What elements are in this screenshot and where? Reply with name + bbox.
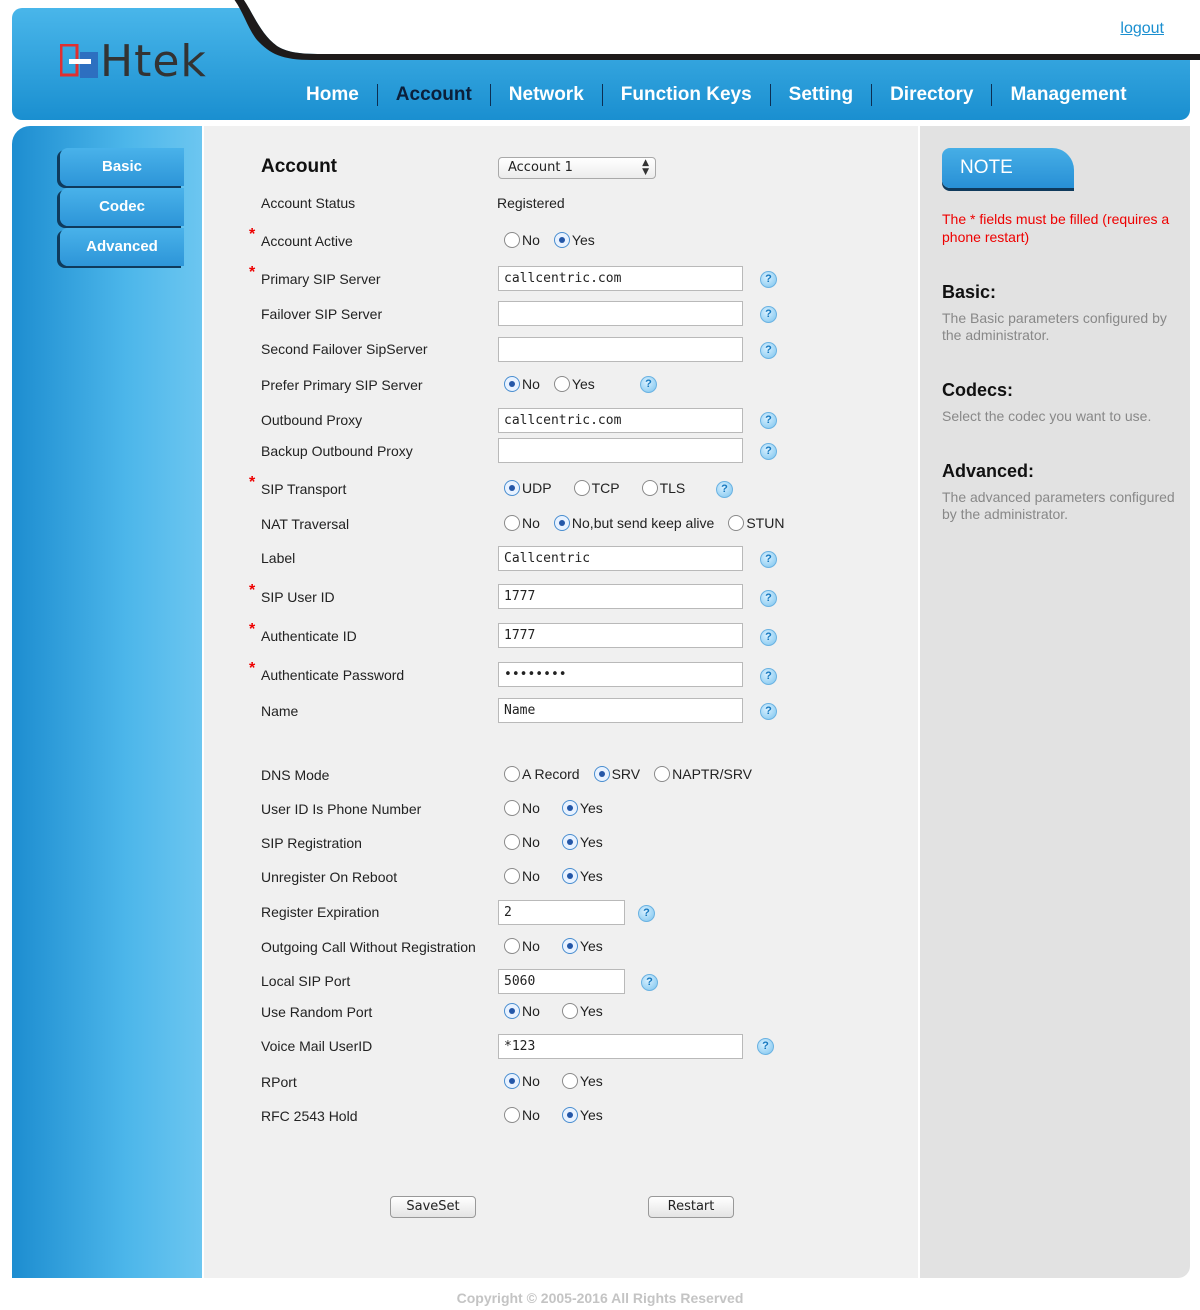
account-status-label: Account Status xyxy=(261,195,356,211)
rfc2543-hold-radios xyxy=(504,1107,617,1123)
help-icon[interactable]: ? xyxy=(760,703,777,720)
help-icon[interactable]: ? xyxy=(760,271,777,288)
use-random-port-radios xyxy=(504,1003,617,1019)
logo-text: Htek xyxy=(100,36,207,87)
sip-registration-radios xyxy=(504,834,617,850)
prefer-primary-label: Prefer Primary SIP Server xyxy=(261,377,423,393)
radio-label: No xyxy=(522,868,540,884)
voice-mail-userid-label: Voice Mail UserID xyxy=(261,1038,373,1054)
dns-mode-radios xyxy=(504,766,766,782)
nav-home[interactable]: Home xyxy=(306,84,359,105)
name-label: Name xyxy=(261,703,299,719)
use-random-port-label: Use Random Port xyxy=(261,1004,373,1020)
radio-label: Yes xyxy=(571,376,595,392)
unregister-reboot-no[interactable] xyxy=(504,868,540,884)
authenticate-id-input[interactable]: 1777 xyxy=(498,623,743,648)
random-port-yes[interactable] xyxy=(562,1003,603,1019)
label-input[interactable]: Callcentric xyxy=(498,546,743,571)
select-arrows-icon: ▲ ▼ xyxy=(642,158,649,177)
required-marker: * xyxy=(249,621,256,638)
radio-dot-selected xyxy=(504,1073,520,1089)
nav-setting[interactable]: Setting xyxy=(788,84,854,105)
radio-label: No xyxy=(522,800,540,816)
help-icon[interactable]: ? xyxy=(760,443,777,460)
local-sip-port-label: Local SIP Port xyxy=(261,973,351,989)
help-icon[interactable]: ? xyxy=(716,481,733,498)
user-id-phone-no[interactable] xyxy=(504,800,540,816)
local-sip-port-input[interactable]: 5060 xyxy=(498,969,625,994)
radio-dot-selected xyxy=(562,868,578,884)
label-label: Label xyxy=(261,550,296,566)
radio-dot xyxy=(504,515,520,531)
radio-label: UDP xyxy=(522,480,552,496)
radio-dot xyxy=(654,766,670,782)
radio-label: Yes xyxy=(571,232,595,248)
note-panel xyxy=(920,126,1190,1278)
unregister-reboot-yes[interactable] xyxy=(562,868,603,884)
radio-dot-selected xyxy=(504,1003,520,1019)
name-input[interactable]: Name xyxy=(498,698,743,723)
prefer-primary-radios xyxy=(504,376,609,392)
note-codecs-heading: Codecs: xyxy=(942,380,1014,400)
user-id-phone-radios xyxy=(504,800,617,816)
note-codecs-text: Select the codec you want to use. xyxy=(942,408,1152,424)
sip-registration-no[interactable] xyxy=(504,834,540,850)
backup-proxy-label: Backup Outbound Proxy xyxy=(261,443,413,459)
note-title: NOTE xyxy=(942,148,1074,188)
primary-sip-server-label: Primary SIP Server xyxy=(261,271,381,287)
radio-label: NAPTR/SRV xyxy=(672,766,753,782)
transport-tcp[interactable] xyxy=(574,480,620,496)
radio-dot xyxy=(504,1107,520,1123)
second-failover-input[interactable] xyxy=(498,337,743,362)
account-form xyxy=(204,126,918,1278)
unregister-reboot-radios xyxy=(504,868,617,884)
nav-directory[interactable]: Directory xyxy=(890,84,974,105)
radio-label: No xyxy=(522,1073,540,1089)
radio-dot-selected xyxy=(594,766,610,782)
required-marker: * xyxy=(249,226,256,243)
register-expiration-label: Register Expiration xyxy=(261,904,380,920)
radio-label: STUN xyxy=(746,515,785,531)
radio-label: SRV xyxy=(611,766,641,782)
required-marker: * xyxy=(249,660,256,677)
radio-dot xyxy=(562,1003,578,1019)
sidebar xyxy=(12,126,202,1278)
random-port-no[interactable] xyxy=(504,1003,540,1019)
radio-dot-selected xyxy=(562,1107,578,1123)
main-nav xyxy=(288,82,1145,108)
failover-sip-server-label: Failover SIP Server xyxy=(261,306,383,322)
radio-label: No xyxy=(522,1003,540,1019)
dns-mode-label: DNS Mode xyxy=(261,767,330,783)
transport-udp[interactable] xyxy=(504,480,552,496)
outbound-proxy-input[interactable]: callcentric.com xyxy=(498,408,743,433)
radio-dot xyxy=(504,232,520,248)
htek-logo-mark-icon xyxy=(60,44,104,84)
outgoing-call-no[interactable] xyxy=(504,938,540,954)
radio-label: TCP xyxy=(591,480,620,496)
help-icon[interactable]: ? xyxy=(760,668,777,685)
sip-user-id-input[interactable]: 1777 xyxy=(498,584,743,609)
dns-srv[interactable] xyxy=(594,766,641,782)
radio-dot xyxy=(504,800,520,816)
outbound-proxy-label: Outbound Proxy xyxy=(261,412,363,428)
sip-registration-label: SIP Registration xyxy=(261,835,362,851)
register-expiration-input[interactable]: 2 xyxy=(498,900,625,925)
rfc2543-hold-label: RFC 2543 Hold xyxy=(261,1108,358,1124)
outgoing-call-label: Outgoing Call Without Registration xyxy=(261,939,476,955)
nav-function-keys[interactable]: Function Keys xyxy=(620,84,752,105)
radio-dot-selected xyxy=(562,800,578,816)
help-icon[interactable]: ? xyxy=(760,342,777,359)
nat-no[interactable] xyxy=(504,515,540,531)
radio-label: A Record xyxy=(522,766,580,782)
htek-logo xyxy=(60,36,210,87)
nav-management[interactable]: Management xyxy=(1010,84,1127,105)
radio-label: Yes xyxy=(579,1107,603,1123)
page-title: Account xyxy=(261,156,337,177)
unregister-reboot-label: Unregister On Reboot xyxy=(261,869,398,885)
radio-label: No xyxy=(522,938,540,954)
voice-mail-userid-input[interactable]: *123 xyxy=(498,1034,743,1059)
required-marker: * xyxy=(249,264,256,281)
account-status-value: Registered xyxy=(497,195,565,211)
radio-label: No,but send keep alive xyxy=(571,515,715,531)
nat-stun[interactable] xyxy=(728,515,784,531)
authenticate-id-label: Authenticate ID xyxy=(261,628,357,644)
help-icon[interactable]: ? xyxy=(760,306,777,323)
required-marker: * xyxy=(249,474,256,491)
radio-dot-selected xyxy=(562,938,578,954)
sidebar-tab-basic[interactable]: Basic xyxy=(60,148,184,186)
account-active-label: Account Active xyxy=(261,233,353,249)
sidebar-tab-advanced[interactable]: Advanced xyxy=(60,228,184,266)
account-select[interactable] xyxy=(498,157,656,179)
radio-dot-selected xyxy=(562,834,578,850)
required-marker: * xyxy=(249,582,256,599)
help-icon[interactable]: ? xyxy=(638,905,655,922)
radio-label: Yes xyxy=(579,800,603,816)
note-advanced-text: The advanced parameters configured by the administrator. xyxy=(942,489,1175,522)
backup-proxy-input[interactable] xyxy=(498,438,743,463)
radio-dot-selected xyxy=(504,480,520,496)
account-active-no[interactable] xyxy=(504,232,540,248)
note-basic-text: The Basic parameters configured by the administrator. xyxy=(942,310,1167,343)
user-id-phone-yes[interactable] xyxy=(562,800,603,816)
sidebar-tab-codec[interactable]: Codec xyxy=(60,188,184,226)
sip-registration-yes[interactable] xyxy=(562,834,603,850)
radio-label: No xyxy=(522,515,540,531)
header xyxy=(12,8,1190,120)
help-icon[interactable]: ? xyxy=(760,551,777,568)
sip-transport-radios xyxy=(504,480,699,496)
help-icon[interactable]: ? xyxy=(640,376,657,393)
outgoing-call-radios xyxy=(504,938,617,954)
rport-no[interactable] xyxy=(504,1073,540,1089)
radio-label: No xyxy=(522,834,540,850)
rfc2543-yes[interactable] xyxy=(562,1107,603,1123)
failover-sip-server-input[interactable] xyxy=(498,301,743,326)
radio-dot-selected xyxy=(504,376,520,392)
rport-yes[interactable] xyxy=(562,1073,603,1089)
authenticate-password-label: Authenticate Password xyxy=(261,667,405,683)
user-id-phone-label: User ID Is Phone Number xyxy=(261,801,422,817)
radio-dot xyxy=(504,834,520,850)
radio-label: No xyxy=(522,1107,540,1123)
radio-label: TLS xyxy=(659,480,686,496)
required-fields-note: The * fields must be filled (requires a phone restart) xyxy=(942,211,1170,245)
nav-account[interactable]: Account xyxy=(395,84,472,105)
radio-label: No xyxy=(522,232,540,248)
help-icon[interactable]: ? xyxy=(641,974,658,991)
sip-transport-label: SIP Transport xyxy=(261,481,347,497)
radio-label: Yes xyxy=(579,1003,603,1019)
radio-label: Yes xyxy=(579,1073,603,1089)
sip-user-id-label: SIP User ID xyxy=(261,589,335,605)
logout-link[interactable]: logout xyxy=(1120,20,1164,37)
help-icon[interactable]: ? xyxy=(760,412,777,429)
radio-dot xyxy=(504,766,520,782)
rport-radios xyxy=(504,1073,617,1089)
authenticate-password-input[interactable]: •••••••• xyxy=(498,662,743,687)
radio-label: Yes xyxy=(579,938,603,954)
help-icon[interactable]: ? xyxy=(760,629,777,646)
dns-naptr[interactable] xyxy=(654,766,752,782)
saveset-button[interactable]: SaveSet xyxy=(390,1196,476,1218)
note-advanced-heading: Advanced: xyxy=(942,461,1035,481)
rfc2543-no[interactable] xyxy=(504,1107,540,1123)
prefer-primary-yes[interactable] xyxy=(554,376,595,392)
radio-dot xyxy=(504,938,520,954)
radio-dot xyxy=(728,515,744,531)
nat-traversal-label: NAT Traversal xyxy=(261,516,350,532)
restart-button[interactable]: Restart xyxy=(648,1196,734,1218)
copyright: Copyright © 2005-2016 All Rights Reserved xyxy=(456,1290,744,1306)
radio-label: Yes xyxy=(579,868,603,884)
radio-dot-selected xyxy=(554,232,570,248)
transport-tls[interactable] xyxy=(642,480,686,496)
radio-dot xyxy=(574,480,590,496)
radio-dot-selected xyxy=(554,515,570,531)
primary-sip-server-input[interactable]: callcentric.com xyxy=(498,266,743,291)
radio-label: Yes xyxy=(579,834,603,850)
nat-no-keep-alive[interactable] xyxy=(554,515,714,531)
radio-dot xyxy=(562,1073,578,1089)
rport-label: RPort xyxy=(261,1074,297,1090)
nav-network[interactable]: Network xyxy=(508,84,584,105)
radio-label: No xyxy=(522,376,540,392)
outgoing-call-yes[interactable] xyxy=(562,938,603,954)
radio-dot xyxy=(504,868,520,884)
radio-dot xyxy=(642,480,658,496)
help-icon[interactable]: ? xyxy=(757,1038,774,1055)
note-basic-heading: Basic: xyxy=(942,282,997,302)
second-failover-label: Second Failover SipServer xyxy=(261,341,428,357)
nat-traversal-radios xyxy=(504,515,798,531)
account-active-yes[interactable] xyxy=(554,232,595,248)
help-icon[interactable]: ? xyxy=(760,590,777,607)
account-active-radios xyxy=(504,232,609,248)
account-select-value: Account 1 xyxy=(508,160,573,175)
radio-dot xyxy=(554,376,570,392)
dns-a-record[interactable] xyxy=(504,766,580,782)
prefer-primary-no[interactable] xyxy=(504,376,540,392)
